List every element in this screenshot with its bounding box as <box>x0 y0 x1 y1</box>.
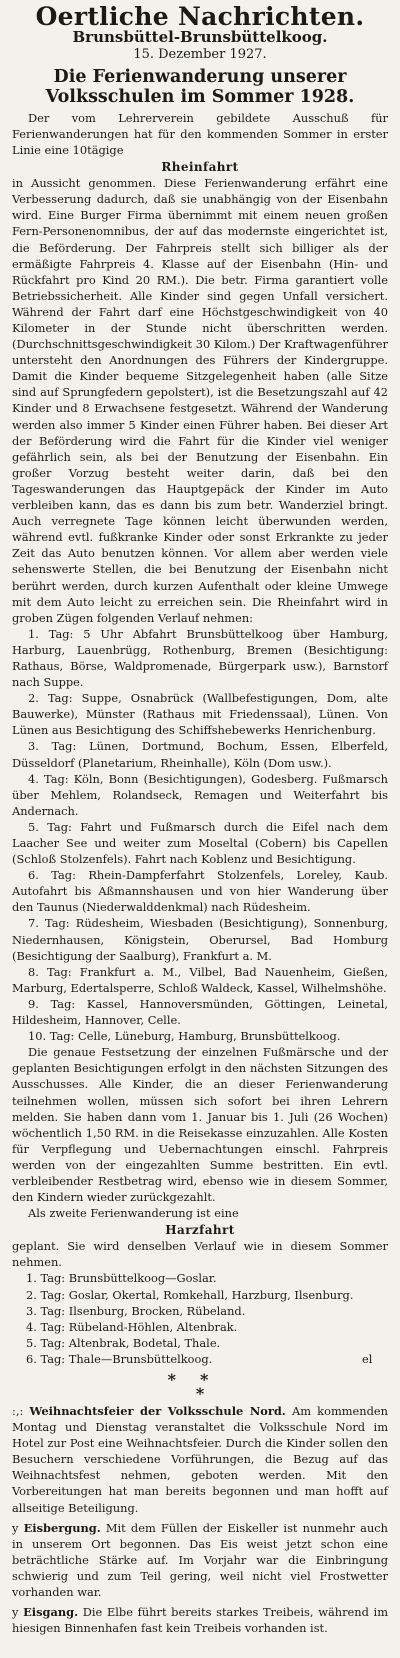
itinerary-day: 6. Tag: Rhein-Dampferfahrt Stolzenfels, Loreley, Kaub. Autofahrt bis Aßmannshausen und von hier Wanderung über den Taunus (Niederwalddenkmal) nach Rüdesheim. <box>12 868 388 915</box>
news-item-marker: y <box>12 1605 19 1620</box>
asterism-separator <box>12 1370 388 1404</box>
itinerary-day: 5. Tag: Fahrt und Fußmarsch durch die Eifel nach dem Laacher See und weiter zum Moseltal (Cobern) bis Capellen (Schloß Stolzenfels). Fahrt nach Koblenz und Besichtigung. <box>12 819 388 867</box>
itinerary-day: 10. Tag: Celle, Lüneburg, Hamburg, Brunsbüttelkoog. <box>28 1029 341 1044</box>
news-item-weihnachtsfeier <box>12 1403 388 1516</box>
subheading-rheinfahrt: Rheinfahrt <box>161 160 239 175</box>
itinerary-day: 4. Tag: Rübeland-Höhlen, Altenbrak. <box>26 1319 238 1334</box>
subheading-harzfahrt: Harzfahrt <box>165 1223 235 1238</box>
news-item-title: Eisbergung. <box>23 1520 101 1535</box>
itinerary-day: 5. Tag: Altenbrak, Bodetal, Thale. <box>26 1335 221 1350</box>
itinerary-day: 3. Tag: Lünen, Dortmund, Bochum, Essen, Elberfeld, Düsseldorf (Planetarium, Rheinhalle), Köln (Dom usw.). <box>12 739 388 770</box>
issue-date: 15. Dezember 1927. <box>133 47 267 62</box>
article-headline: Die Ferienwanderung unserer Volksschulen im Sommer 1928. <box>45 66 355 107</box>
itinerary-last-row <box>12 1351 388 1367</box>
place-line: Brunsbüttel-Brunsbüttelkoog. <box>72 28 328 47</box>
article-paragraph: Als zweite Ferienwanderung ist eine <box>28 1206 239 1221</box>
news-item-title: Eisgang. <box>23 1605 79 1620</box>
author-signature: el <box>362 1351 373 1366</box>
rhine-itinerary <box>12 626 388 1044</box>
news-item-eisbergung <box>12 1520 388 1600</box>
separator-star: * <box>167 1370 200 1390</box>
news-item-title: Weihnachtsfeier der Volksschule Nord. <box>29 1404 286 1419</box>
news-item-text: Die Elbe führt bereits starkes Treibeis, während im hiesigen Binnenhafen fast kein Treibeis vorhanden ist. <box>12 1605 388 1636</box>
article-paragraph: geplant. Sie wird denselben Verlauf wie in diesem Sommer nehmen. <box>12 1239 388 1270</box>
masthead <box>12 4 388 62</box>
itinerary-day: 1. Tag: Brunsbüttelkoog—Goslar. <box>26 1271 217 1286</box>
newspaper-page <box>12 0 388 1636</box>
itinerary-day: 9. Tag: Kassel, Hannoversmünden, Göttingen, Leinetal, Hildesheim, Hannover, Celle. <box>12 996 388 1028</box>
itinerary-day: 2. Tag: Goslar, Okertal, Romkehall, Harzburg, Ilsenburg. <box>26 1287 354 1302</box>
news-item-text: Mit dem Füllen der Eiskeller ist nunmehr auch in unserem Ort begonnen. Das Eis weist jetzt schon eine beträchtliche Stärke auf. Im Vorjahr war die Einbringung schwierig und zum Teil gering, weil nicht viel Frostwetter vorhanden war. <box>12 1520 388 1600</box>
itinerary-day: 8. Tag: Frankfurt a. M., Vilbel, Bad Nauenheim, Gießen, Marburg, Edertalsperre, Schloß Waldeck, Kassel, Wilhelmshöhe. <box>12 964 388 995</box>
news-item-text: Am kommenden Montag und Dienstag veranstaltet die Volksschule Nord im Hotel zur Post eine Weihnachtsfeier. Durch die Kinder sollen den Besuchern verschiedene Vorführungen, die Bezug auf das Weihnachtsfest nehmen, geboten werden. Mit den Vorbereitungen hat man bereits begonnen und man hofft auf allseitige Beteiligung. <box>12 1404 388 1515</box>
article-paragraph: Die genaue Festsetzung der einzelnen Fußmärsche und der geplanten Besichtigungen erfolgt in den nächsten Sitzungen des Ausschusses. Alle Kinder, die an dieser Ferienwanderung teilnehmen wollen, müssen sich sofort bei ihren Lehrern melden. Sie haben dann vom 1. Januar bis 1. Juli (26 Wochen) wöchentlich 1,50 RM. in die Reisekasse einzuzahlen. Alle Kosten für Verpflegung und Uebernachtungen einschl. Fahrpreis werden von der eingezahlten Summe bestritten. Ein evtl. verbleibender Restbetrag wird, ebenso wie in diesem Sommer, den Kindern wieder zurückgezahlt. <box>12 1045 388 1205</box>
itinerary-day: 1. Tag: 5 Uhr Abfahrt Brunsbüttelkoog über Hamburg, Harburg, Lauenbrügg, Rothenburg, Bremen (Besichtigung: Rathaus, Börse, Waldpromenade, Bürgerpark usw.), Barnstorf nach Suppe. <box>12 626 388 690</box>
news-item-eisgang <box>12 1604 388 1636</box>
separator-star: * <box>195 1384 205 1404</box>
article-paragraph: in Aussicht genommen. Diese Ferienwanderung erfährt eine Verbesserung dadurch, daß sie unabhängig von der Eisenbahn wird. Eine Burger Firma übernimmt mit einem neuen großen Fern-Personenomnibus, der auf das modernste eingerichtet ist, die Beförderung. Der Fahrpreis stellt sich billiger als der ermäßigte Fahrpreis 4. Klasse auf der Eisenbahn (Hin- und Rückfahrt pro Kind 20 RM.). Die betr. Firma garantiert volle Betriebssicherheit. Alle Kinder sind gegen Unfall versichert. Während der Fahrt darf eine Höchstgeschwindigkeit von 40 Kilometer in der Stunde nicht überschritten werden. (Durchschnittsgeschwindigkeit 30 Kilom.) Der Kraftwagenführer untersteht den Anordnungen des Führers der Kindergruppe. Damit die Kinder bequeme Sitzgelegenheit haben (alle Sitze sind auf Sprungfedern gepolstert), ist die Besetzungszahl auf 42 Kinder und 8 Erwachsene festgesetzt. Während der Wanderung werden also immer 5 Kinder einen Führer haben. Bei dieser Art der Beförderung wird die Fahrt für die Kinder viel weniger gefährlich sein, als bei der Benutzung der Eisenbahn. Ein großer Vorzug besteht weiter darin, daß bei den Tageswanderungen das Hauptgepäck der Kinder im Auto verbleiben kann, das es dann bis zum betr. Wanderziel bringt. Auch verregnete Tage können leicht überwunden werden, während evtl. fußkranke Kinder oder sonst Erkrankte zu jeder Zeit das Auto benutzen können. Vor allem aber werden viele sehenswerte Stellen, die bei Benutzung der Eisenbahn nicht berührt werden, durch kurzen Aufenthalt oder kleine Umwege mit dem Auto leicht zu erreichen sein. Die Rheinfahrt wird in groben Zügen folgenden Verlauf nehmen: <box>12 176 388 625</box>
article-ferienwanderung <box>12 67 388 1367</box>
section-title: Oertliche Nachrichten. <box>35 2 365 31</box>
itinerary-day: 7. Tag: Rüdesheim, Wiesbaden (Besichtigung), Sonnenburg, Niedernhausen, Königstein, Oberursel, Bad Homburg (Besichtigung der Saalburg), Frankfurt a. M. <box>12 916 388 963</box>
news-item-marker: :,: <box>12 1404 24 1419</box>
itinerary-day: 6. Tag: Thale—Brunsbüttelkoog. <box>26 1351 213 1366</box>
itinerary-day: 3. Tag: Ilsenburg, Brocken, Rübeland. <box>26 1303 246 1318</box>
news-item-marker: y <box>12 1520 19 1535</box>
harz-itinerary <box>12 1270 388 1367</box>
local-news-shorts <box>12 1403 388 1636</box>
article-intro: Der vom Lehrerverein gebildete Ausschuß für Ferienwanderungen hat für den kommenden Sommer in erster Linie eine 10tägige <box>12 110 388 158</box>
itinerary-day: 4. Tag: Köln, Bonn (Besichtigungen), Godesberg. Fußmarsch über Mehlem, Rolandseck, Remagen und Weiterfahrt bis Andernach. <box>12 771 388 818</box>
separator-star: * <box>200 1370 233 1390</box>
itinerary-day: 2. Tag: Suppe, Osnabrück (Wallbefestigungen, Dom, alte Bauwerke), Münster (Rathaus mit Friedenssaal), Lünen. Von Lünen aus Besichtigung des Schiffshebewerks Henrichenburg. <box>12 691 388 738</box>
